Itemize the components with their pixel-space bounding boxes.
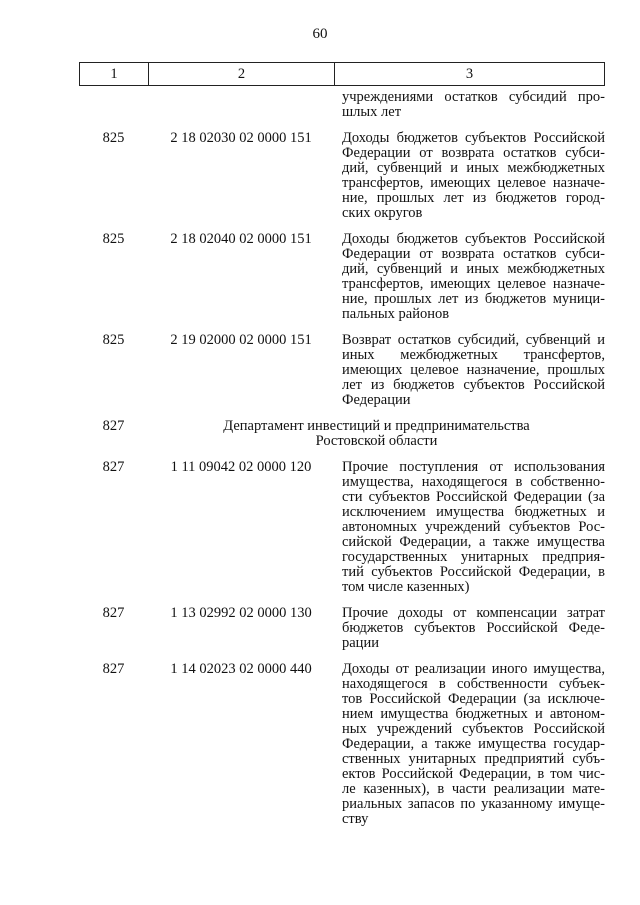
table-row bbox=[79, 131, 605, 221]
budget-code-cell: 2 18 02030 02 0000 151 bbox=[170, 130, 312, 146]
department-row bbox=[79, 419, 605, 449]
budget-code-cell: 1 14 02023 02 0000 440 bbox=[170, 661, 312, 677]
budget-code-cell: 2 19 02000 02 0000 151 bbox=[170, 332, 312, 348]
description-cell bbox=[342, 606, 605, 651]
description-line: Федерации от возврата остатков субси- bbox=[342, 145, 605, 161]
description-line: Доходы от реализации иного имущества, bbox=[342, 661, 605, 677]
budget-code-cell: 2 18 02040 02 0000 151 bbox=[170, 231, 312, 247]
admin-code-cell: 827 bbox=[102, 661, 125, 677]
description-line: исключением имущества бюджетных и bbox=[342, 504, 605, 520]
description-line: дий, субвенций и иных межбюджетных bbox=[342, 261, 605, 277]
admin-code-cell: 827 bbox=[102, 418, 125, 434]
description-cell bbox=[342, 232, 605, 322]
description-line: учреждениями остатков субсидий про- bbox=[342, 89, 605, 105]
description-line: Федерации, а также имущества государ- bbox=[342, 736, 605, 752]
column-header-2: 2 bbox=[149, 63, 335, 85]
description-line: автономных учреждений субъектов Рос- bbox=[342, 519, 605, 535]
description-line: Возврат остатков субсидий, субвенций и bbox=[342, 332, 605, 348]
description-line: нием имущества бюджетных и автоном- bbox=[342, 706, 605, 722]
description-line: риальных запасов по указанному имуще- bbox=[342, 796, 605, 812]
budget-code-cell bbox=[148, 90, 334, 120]
table-row bbox=[79, 460, 605, 595]
admin-code-cell: 825 bbox=[102, 332, 125, 348]
table-row-continuation bbox=[79, 90, 605, 120]
description-line: государственных унитарных предприя- bbox=[342, 549, 605, 565]
page-number: 60 bbox=[312, 26, 328, 42]
description-line: находящегося в собственности субъек- bbox=[342, 676, 605, 692]
table-row bbox=[79, 606, 605, 651]
description-line: иных межбюджетных трансфертов, bbox=[342, 347, 605, 363]
description-line: бюджетов субъектов Российской Феде- bbox=[342, 620, 605, 636]
admin-code-cell: 825 bbox=[102, 231, 125, 247]
description-line: лет из бюджетов субъектов Российской bbox=[342, 377, 605, 393]
description-line: том числе казенных) bbox=[342, 579, 470, 595]
description-cell bbox=[342, 333, 605, 408]
column-header-1: 1 bbox=[80, 63, 149, 85]
description-line: ственных унитарных предприятий субъ- bbox=[342, 751, 605, 767]
description-line: Федерации от возврата остатков субси- bbox=[342, 246, 605, 262]
description-line: тов Российской Федерации (за исключе- bbox=[342, 691, 605, 707]
description-line: ных учреждений субъектов Российской bbox=[342, 721, 605, 737]
budget-code-cell: 1 11 09042 02 0000 120 bbox=[170, 459, 312, 475]
description-cell bbox=[342, 460, 605, 595]
admin-code-cell: 825 bbox=[102, 130, 125, 146]
department-heading bbox=[148, 419, 605, 449]
table-row bbox=[79, 662, 605, 827]
description-line: трансфертов, имеющих целевое назначе- bbox=[342, 175, 605, 191]
department-heading-line: Департамент инвестиций и предпринимательства bbox=[223, 418, 530, 434]
description-line: Доходы бюджетов субъектов Российской bbox=[342, 130, 605, 146]
description-line: сти субъектов Российской Федерации (за bbox=[342, 489, 605, 505]
description-line: пальных районов bbox=[342, 306, 450, 322]
description-line: ству bbox=[342, 811, 369, 827]
table-row bbox=[79, 232, 605, 322]
table-header bbox=[79, 62, 605, 86]
description-line: ние, прошлых лет из бюджетов город- bbox=[342, 190, 605, 206]
admin-code-cell bbox=[79, 90, 148, 120]
department-heading-line: Ростовской области bbox=[315, 433, 438, 449]
table-body bbox=[79, 90, 605, 838]
description-line: сийской Федерации, а также имущества bbox=[342, 534, 605, 550]
column-header-3: 3 bbox=[465, 66, 474, 82]
description-line: Прочие поступления от использования bbox=[342, 459, 605, 475]
description-line: тий субъектов Российской Федерации, в bbox=[342, 564, 605, 580]
description-line: ских округов bbox=[342, 205, 423, 221]
table-row bbox=[79, 333, 605, 408]
admin-code-cell: 827 bbox=[102, 459, 125, 475]
description-line: имеющих целевое назначение, прошлых bbox=[342, 362, 605, 378]
admin-code-cell: 827 bbox=[102, 605, 125, 621]
description-line: дий, субвенций и иных межбюджетных bbox=[342, 160, 605, 176]
description-line: Доходы бюджетов субъектов Российской bbox=[342, 231, 605, 247]
description-cell bbox=[342, 90, 605, 120]
description-line: ектов Российской Федерации, в том чис- bbox=[342, 766, 605, 782]
description-line: трансфертов, имеющих целевое назначе- bbox=[342, 276, 605, 292]
budget-code-cell: 1 13 02992 02 0000 130 bbox=[170, 605, 312, 621]
description-line: Прочие доходы от компенсации затрат bbox=[342, 605, 605, 621]
description-line: ле казенных), в части реализации мате- bbox=[342, 781, 605, 797]
description-line: Федерации bbox=[342, 392, 411, 408]
description-line: рации bbox=[342, 635, 379, 651]
description-line: имущества, находящегося в собственно- bbox=[342, 474, 605, 490]
description-cell bbox=[342, 662, 605, 827]
description-line: ние, прошлых лет из бюджетов муници- bbox=[342, 291, 605, 307]
description-cell bbox=[342, 131, 605, 221]
description-line: шлых лет bbox=[342, 104, 402, 120]
